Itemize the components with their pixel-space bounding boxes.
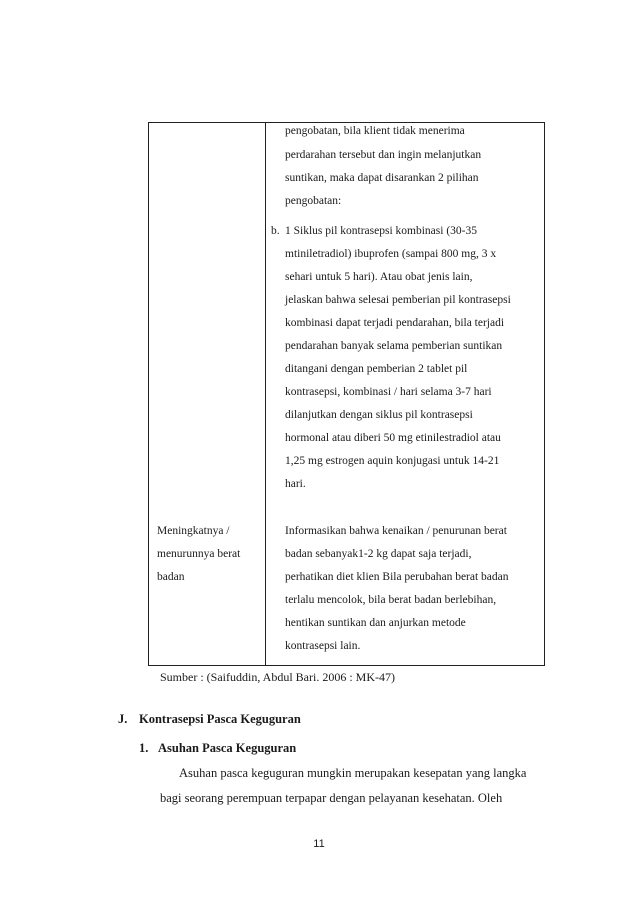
- table-cell-line: hentikan suntikan dan anjurkan metode: [285, 617, 466, 629]
- table-cell-line: hormonal atau diberi 50 mg etinilestradiol atau: [285, 432, 501, 444]
- table-cell-line: 1 Siklus pil kontrasepsi kombinasi (30-35: [285, 225, 477, 237]
- table-cell-line: pengobatan, bila klient tidak menerima: [285, 125, 465, 137]
- table-cell-line: perhatikan diet klien Bila perubahan berat badan: [285, 571, 509, 583]
- table-cell-line: pengobatan:: [285, 195, 342, 207]
- table-cell-line: sehari untuk 5 hari). Atau obat jenis lain,: [285, 271, 473, 283]
- table-cell-line: kontrasepsi, kombinasi / hari selama 3-7 hari: [285, 386, 492, 398]
- section-title: Kontrasepsi Pasca Keguguran: [139, 712, 301, 726]
- table-cell-line: Informasikan bahwa kenaikan / penurunan berat: [285, 525, 507, 537]
- table-cell-line: badan sebanyak1-2 kg dapat saja terjadi,: [285, 548, 472, 560]
- table-cell-line: terlalu mencolok, bila berat badan berlebihan,: [285, 594, 497, 606]
- table-cell-line: perdarahan tersebut dan ingin melanjutkan: [285, 149, 482, 161]
- subsection-number: 1.: [139, 741, 149, 755]
- table-cell-line: mtiniletradiol) ibuprofen (sampai 800 mg, 3 x: [285, 248, 497, 260]
- table-cell-line: jelaskan bahwa selesai pemberian pil kontrasepsi: [285, 294, 511, 306]
- table-cell-line: ditangani dengan pemberian 2 tablet pil: [285, 363, 468, 375]
- table-cell-line: pendarahan banyak selama pemberian suntikan: [285, 340, 503, 352]
- table-cell-line: dilanjutkan dengan siklus pil kontrasepsi: [285, 409, 473, 421]
- table-row-label: Meningkatnya /: [157, 525, 230, 537]
- table-source-caption: Sumber : (Saifuddin, Abdul Bari. 2006 : MK-47): [160, 670, 395, 684]
- table-cell-line: suntikan, maka dapat disarankan 2 pilihan: [285, 172, 479, 184]
- table-row-label: badan: [157, 571, 185, 583]
- table-cell-line: kombinasi dapat terjadi pendarahan, bila terjadi: [285, 317, 505, 329]
- table-row-label: menurunnya berat: [157, 548, 241, 560]
- table-column-divider: [265, 122, 266, 666]
- subsection-title: Asuhan Pasca Keguguran: [158, 741, 297, 755]
- table-cell-line: hari.: [285, 478, 306, 490]
- page-number: 11: [313, 838, 325, 850]
- list-marker-b: b.: [271, 225, 280, 237]
- paragraph-line: Asuhan pasca keguguran mungkin merupakan kesepatan yang langka: [179, 766, 527, 780]
- paragraph-line: bagi seorang perempuan terpapar dengan pelayanan kesehatan. Oleh: [160, 791, 503, 805]
- table-cell-line: 1,25 mg estrogen aquin konjugasi untuk 14-21: [285, 455, 500, 467]
- table-cell-line: kontrasepsi lain.: [285, 640, 361, 652]
- section-letter: J.: [118, 712, 128, 726]
